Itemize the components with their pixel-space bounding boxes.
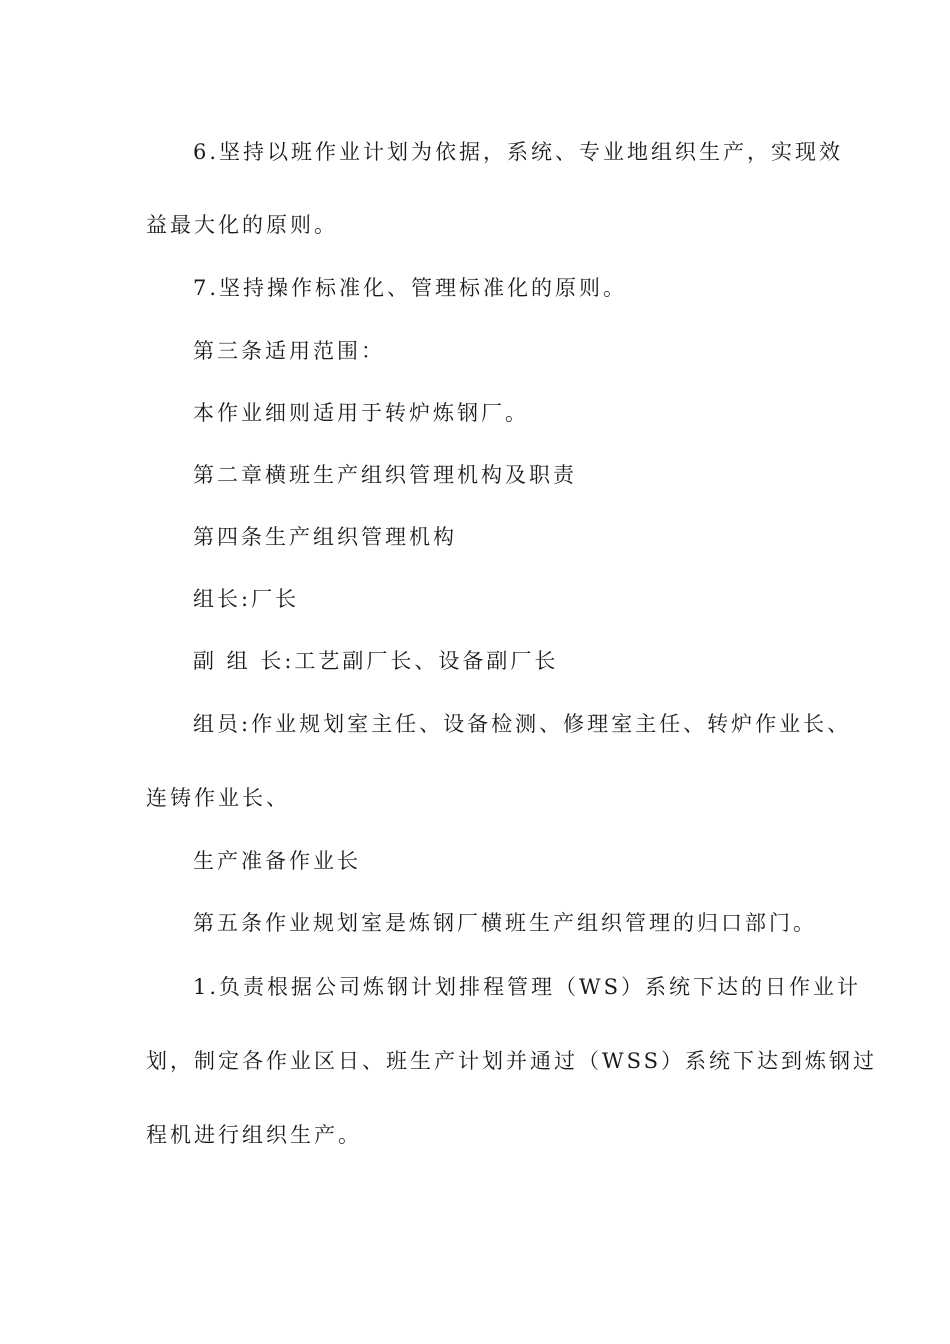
- text-line-members-cont: 连铸作业长、: [146, 786, 290, 810]
- article-4-heading: 第四条生产组织管理机构: [193, 525, 457, 549]
- text-line-principle-6-cont: 益最大化的原则。: [146, 213, 338, 237]
- text-line-duty-1-end: 程机进行组织生产。: [146, 1123, 362, 1147]
- text-line-production-prep: 生产准备作业长: [193, 849, 361, 873]
- text-line-principle-7: 7.坚持操作标准化、管理标准化的原则。: [193, 276, 628, 300]
- text-line-scope: 本作业细则适用于转炉炼钢厂。: [193, 401, 529, 425]
- text-line-duty-1-cont: 划，制定各作业区日、班生产计划并通过（WSS）系统下达到炼钢过: [146, 1049, 877, 1073]
- text-line-deputy-leader: 副 组 长:工艺副厂长、设备副厂长: [193, 649, 559, 673]
- text-line-principle-6: 6.坚持以班作业计划为依据，系统、专业地组织生产，实现效: [193, 140, 844, 164]
- text-line-members: 组员:作业规划室主任、设备检测、修理室主任、转炉作业长、: [193, 712, 852, 736]
- chapter-2-heading: 第二章横班生产组织管理机构及职责: [193, 463, 577, 487]
- text-line-group-leader: 组长:厂长: [193, 587, 300, 611]
- article-3-heading: 第三条适用范围：: [193, 339, 385, 363]
- article-5-heading: 第五条作业规划室是炼钢厂横班生产组织管理的归口部门。: [193, 911, 817, 935]
- text-line-duty-1: 1.负责根据公司炼钢计划排程管理（WS）系统下达的日作业计: [193, 975, 862, 999]
